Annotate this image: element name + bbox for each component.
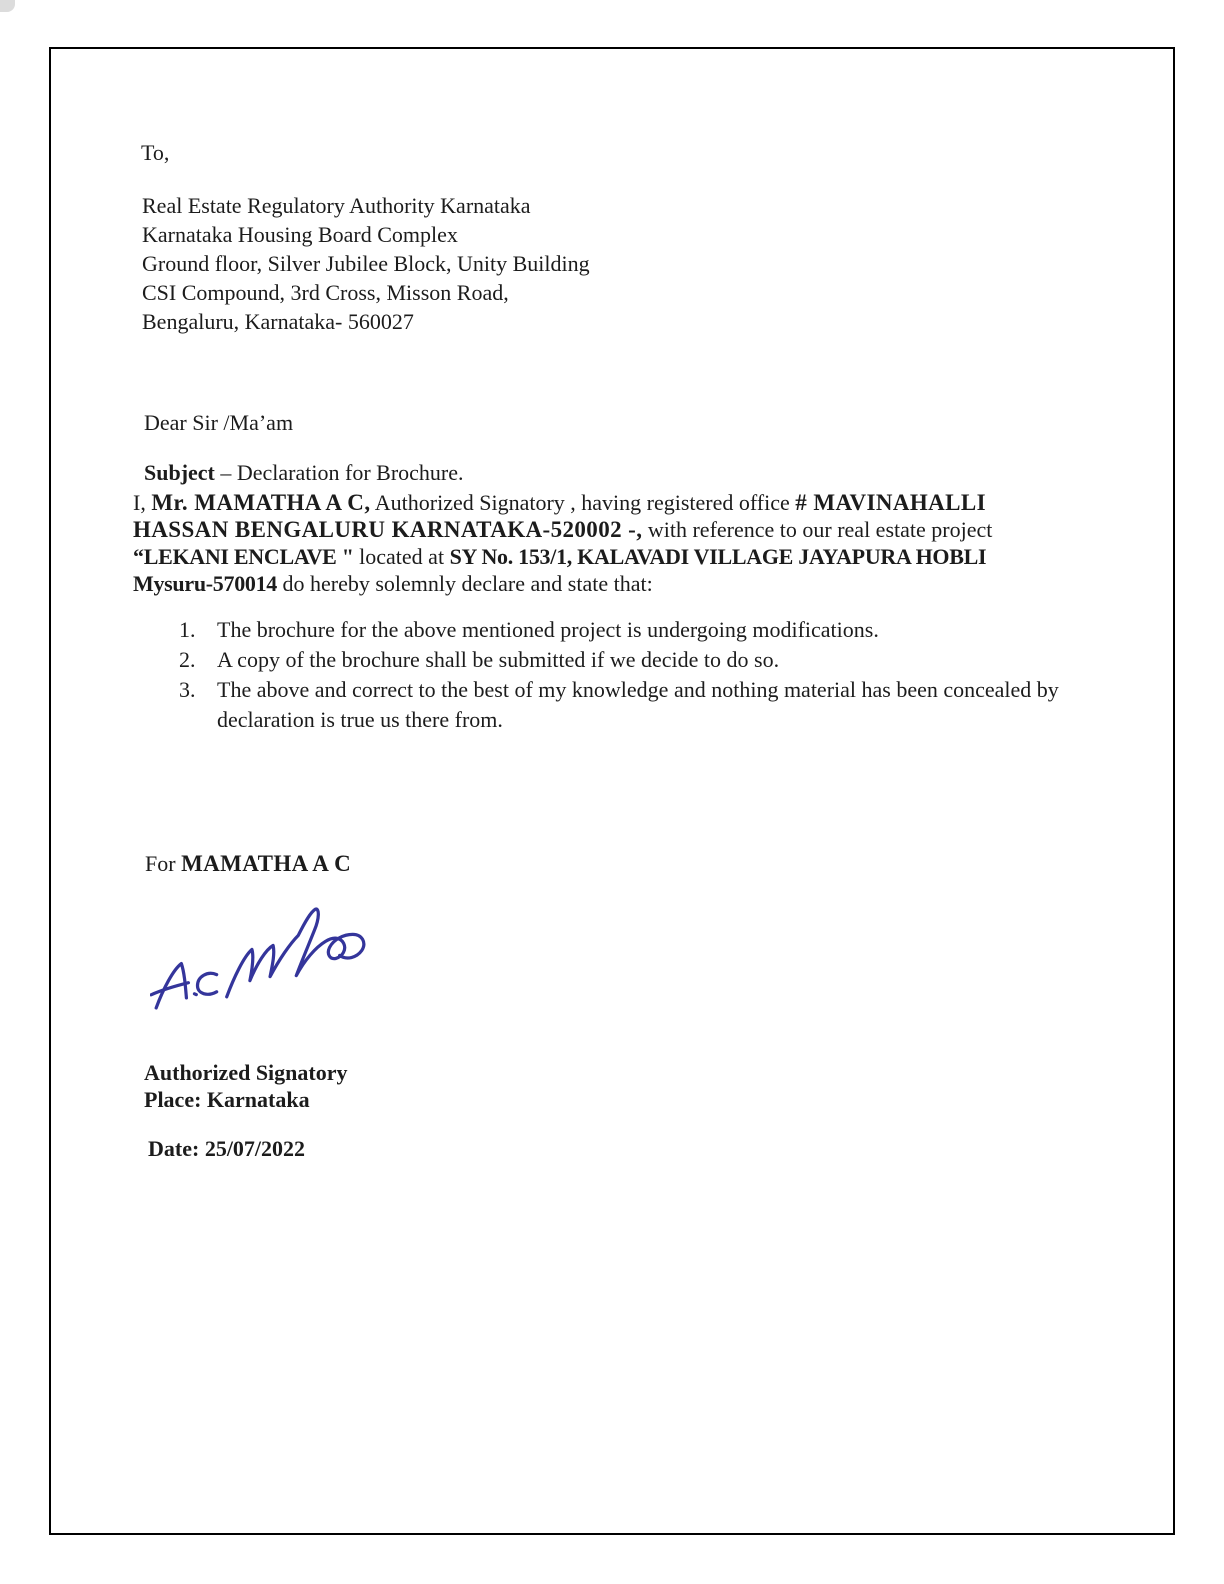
subject-label: Subject [144, 460, 215, 485]
signature-stroke-a-crossbar [151, 983, 188, 995]
list-item-brochure-modifications: 1. The brochure for the above mentioned project is undergoing modifications. [201, 615, 1101, 645]
declaration-closing-text: do hereby solemnly declare and state that: [277, 571, 653, 596]
for-label: For [145, 851, 182, 876]
address-line-building: Ground floor, Silver Jubilee Block, Unity Building [142, 251, 590, 276]
date-line [148, 1136, 305, 1162]
applicant-name: Mr. MAMATHA A C, [151, 490, 371, 515]
declaration-reference-text: with reference to our real estate project [642, 517, 993, 542]
subject-line [144, 460, 464, 486]
project-name: “LEKANI ENCLAVE " [133, 544, 354, 569]
authorized-signatory-title: Authorized Signatory [144, 1060, 348, 1085]
address-line-authority: Real Estate Regulatory Authority Karnataka [142, 193, 531, 218]
scan-artifact [0, 0, 15, 12]
declaration-list [143, 615, 1101, 735]
list-item-knowledge-statement: 3. The above and correct to the best of my knowledge and nothing material has been concealed by declaration is true us there from. [201, 675, 1101, 735]
registered-office-address: # MAVINAHALLI HASSAN BENGALURU KARNATAKA-520002 -, [133, 490, 986, 542]
place-label: Place: [144, 1087, 207, 1112]
signature-stroke-dot [194, 994, 196, 995]
signature-image [150, 893, 372, 1019]
place-value: Karnataka [206, 1087, 310, 1112]
date-value: 25/07/2022 [204, 1136, 306, 1161]
greeting-line: Dear Sir /Ma’am [144, 410, 294, 435]
for-signatory-line [145, 851, 351, 877]
signatory-company-name: MAMATHA A C [181, 851, 352, 876]
list-item-copy-submission: 2. A copy of the brochure shall be submitted if we decide to do so. [201, 645, 1101, 675]
recipient-address [142, 191, 590, 336]
declaration-role-text: Authorized Signatory , having registered office [370, 490, 796, 515]
date-label: Date: [148, 1136, 205, 1161]
declaration-intro: I, [133, 490, 152, 515]
declaration-located-text: located at [353, 544, 450, 569]
address-line-city: Bengaluru, Karnataka- 560027 [142, 309, 414, 334]
address-line-road: CSI Compound, 3rd Cross, Misson Road, [142, 280, 509, 305]
project-location: SY No. 153/1, KALAVADI VILLAGE JAYAPURA HOBLI Mysuru-570014 [133, 544, 987, 596]
declaration-paragraph [133, 489, 1063, 597]
address-line-complex: Karnataka Housing Board Complex [142, 222, 458, 247]
place-line [144, 1087, 310, 1113]
subject-text: – Declaration for Brochure. [214, 460, 464, 485]
signature-stroke-c [197, 973, 216, 994]
to-label: To, [141, 140, 170, 165]
signature-stroke-flourish [227, 909, 364, 997]
